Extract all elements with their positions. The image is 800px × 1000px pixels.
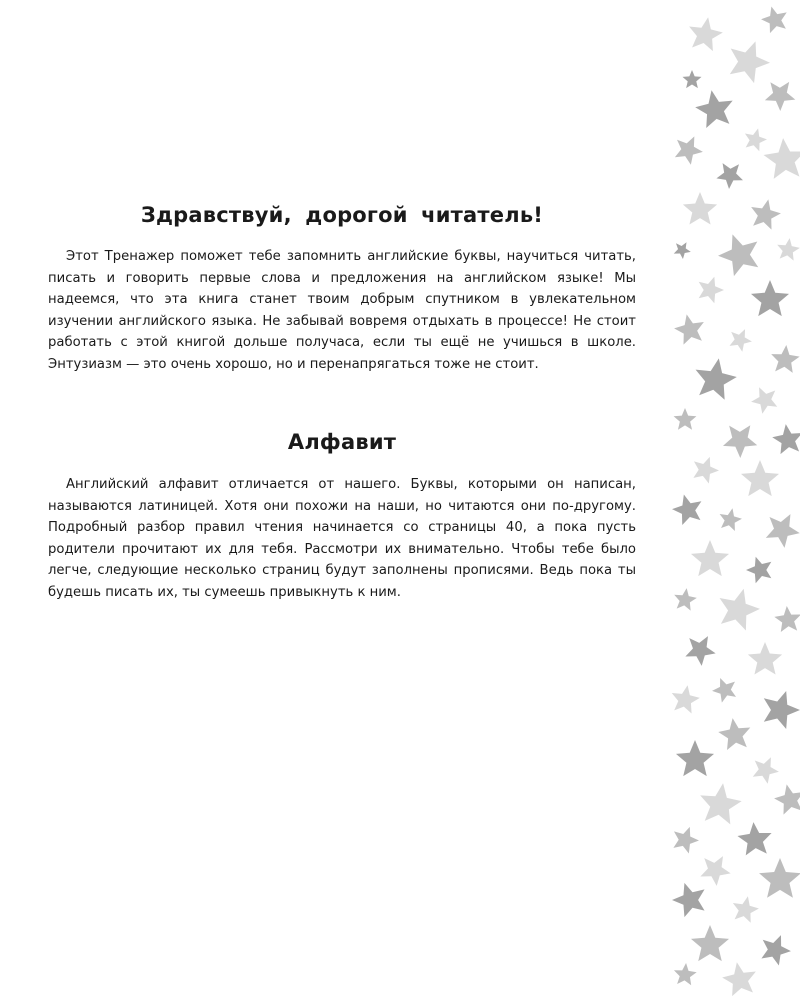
star-icon [689,17,723,51]
star-icon [733,896,759,922]
star-icon [691,540,729,576]
star-icon [751,280,789,316]
star-icon [674,242,691,259]
star-icon [751,387,777,413]
star-border-decoration [670,0,800,1000]
star-icon [696,358,737,399]
star-icon [723,425,757,458]
greeting-heading: Здравствуй, дорогой читатель! [140,203,544,227]
star-icon [737,822,771,855]
star-icon [674,314,704,344]
star-icon [761,935,791,965]
star-icon [764,691,800,729]
star-icon [673,827,699,854]
star-icon [718,234,758,276]
star-icon [674,588,697,610]
star-icon [700,783,741,824]
star-icon [771,345,799,373]
star-icon [730,329,752,352]
star-icon [720,508,742,531]
star-icon [672,685,700,713]
star-icon [674,963,697,985]
star-icon [675,136,703,164]
star-icon [693,457,719,484]
star-icon [712,678,736,703]
alphabet-heading: Алфавит [287,430,397,454]
greeting-paragraph: Этот Тренажер поможет тебе запомнить английские буквы, научиться читать, писать и говорить первые слова и предложения на английском языке! Мы надеемся, что эта книга станет твоим добрым спутником в увлекательном изучении английского языка. Не забывай вовремя отдыхать в процессе! Не стоит работать с этой книгой дольше получаса, если ты ещё не учишься в школе. Энтузиазм — это очень хорошо, но и перенапрягаться тоже не стоит. [48,249,636,372]
star-icon [745,128,767,151]
alphabet-paragraph: Английский алфавит отличается от нашего. Буквы, которыми он написан, называются латиницей. Хотя они похожи на наши, но читаются они по-другому. Подробный разбор правил чтения начинается со страницы 40, а пока пусть родители прочитают их для тебя. Рассмотри их внимательно. Чтобы тебе было легче, следующие несколько страниц будут заполнены прописями. Ведь пока ты будешь писать их, ты сумеешь привыкнуть к ним. [48,477,636,600]
star-icon [676,740,714,776]
star-icon [753,757,779,783]
star-icon [716,163,743,189]
star-icon [774,606,800,632]
star-icon [682,70,701,88]
star-icon [722,962,756,996]
star-icon [674,408,697,430]
star-icon [751,199,781,229]
star-icon [746,557,771,584]
greeting-section [48,203,636,375]
star-icon [730,41,770,83]
star-icon [748,642,782,675]
star-icon [777,238,800,260]
star-icon [718,718,750,750]
star-icon [741,460,779,496]
star-icon [685,636,715,666]
star-icon [695,90,732,128]
star-icon [765,82,795,111]
star-icon [672,495,701,525]
star-icon [772,424,800,454]
star-icon [766,514,800,548]
star-icon [764,138,800,179]
star-icon [699,277,724,304]
star-icon [691,925,729,961]
star-icon [774,784,800,814]
alphabet-section [48,430,636,603]
star-icon [700,856,730,886]
star-icon [759,858,800,898]
text-column [48,203,636,603]
star-icon [683,192,717,225]
star-icon [720,589,760,631]
star-icon [761,6,787,33]
star-icon [672,883,705,917]
